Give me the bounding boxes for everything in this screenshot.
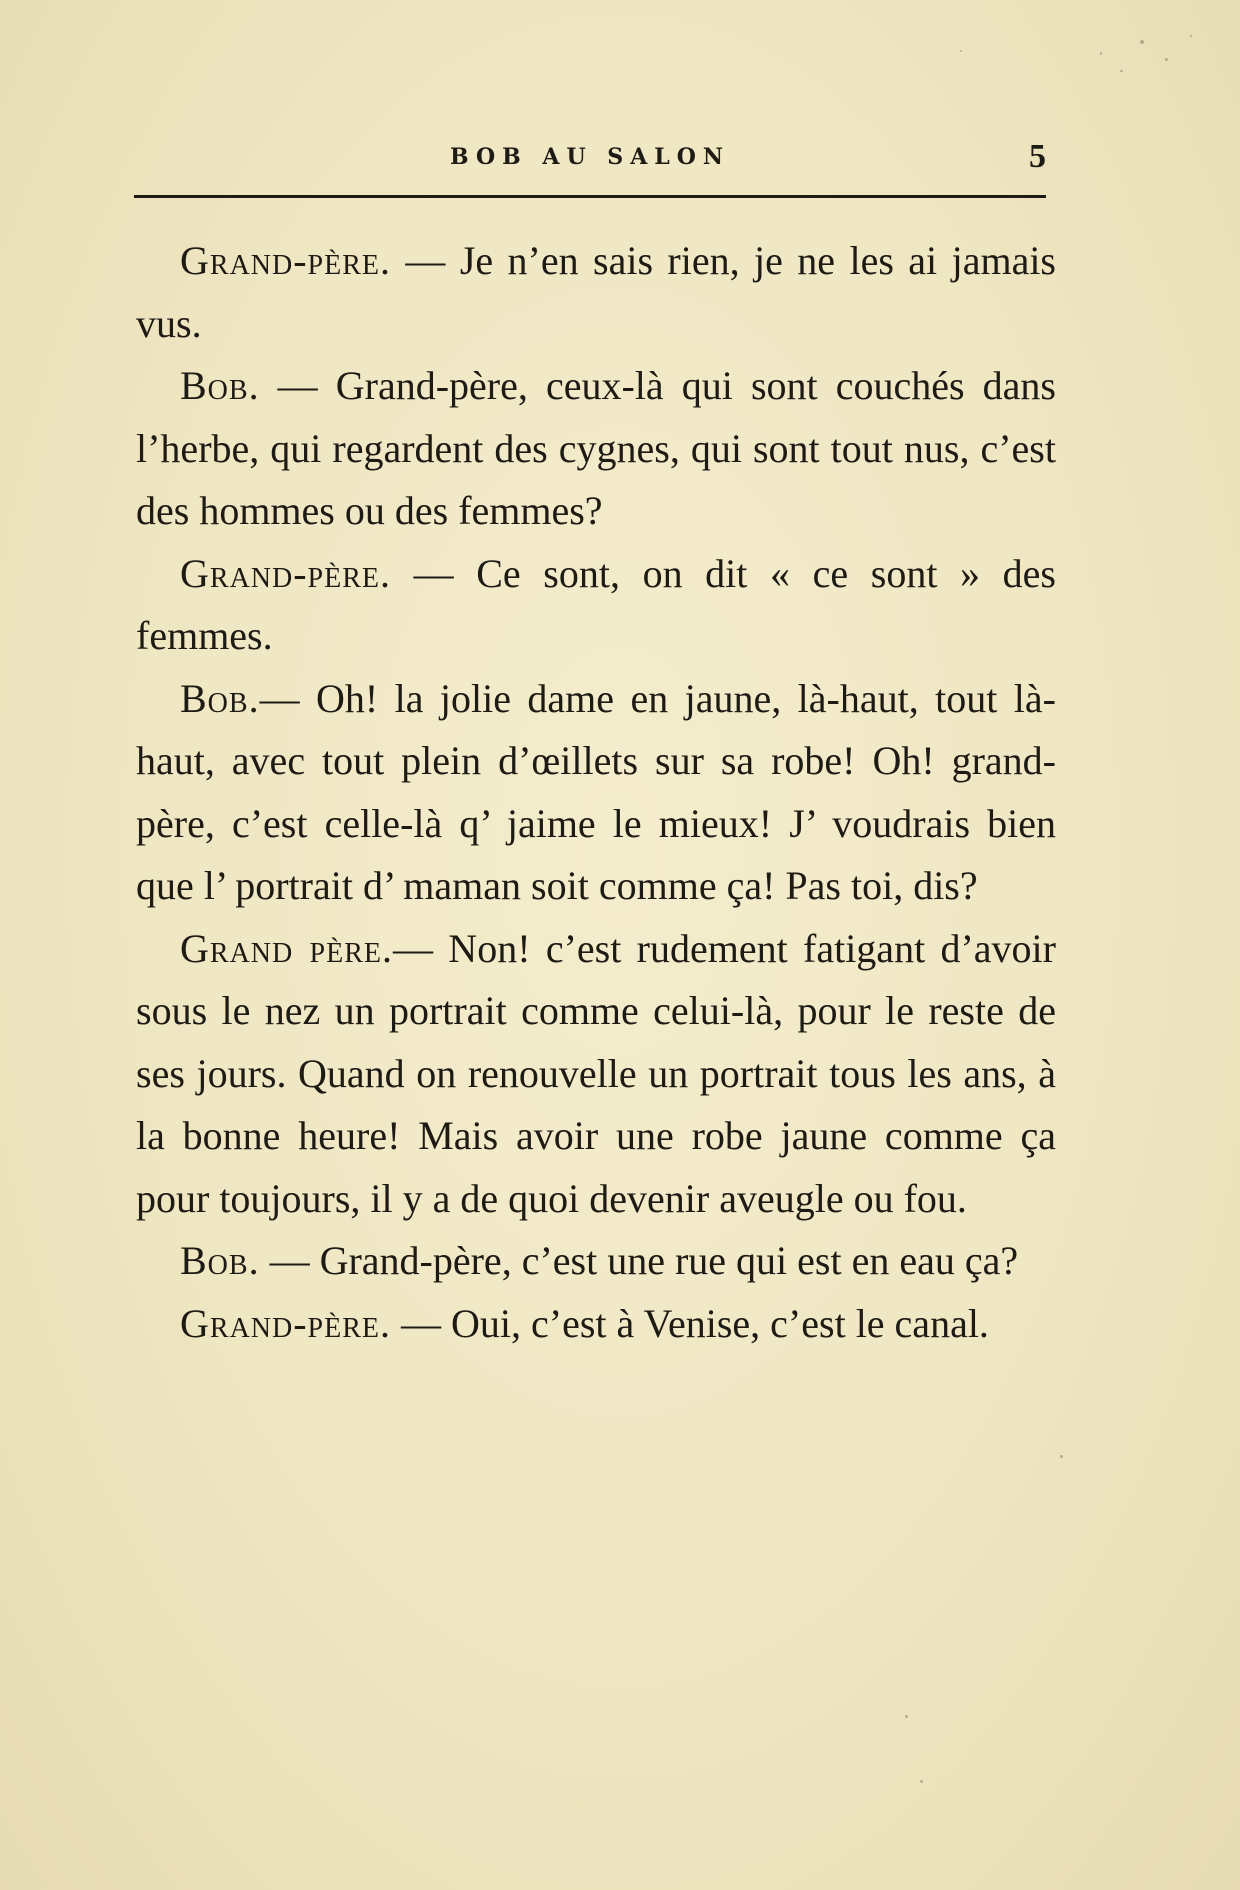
paper-speck xyxy=(1100,52,1102,55)
paper-speck xyxy=(960,50,962,52)
page-number: 5 xyxy=(1029,138,1046,175)
dialogue-paragraph xyxy=(136,355,1056,543)
dialogue-line: — Non! c’est rudement fatigant d’avoir sous le nez un portrait comme celui-là, pour le reste de ses jours. Quand on renouvelle un portrait tous les ans, à la bonne heure! Mais avoir une robe jaune comme ça pour toujours, il y a de quoi devenir aveugle ou fou. xyxy=(136,925,1056,1221)
paper-speck xyxy=(1165,58,1168,61)
paper-speck xyxy=(1060,1455,1063,1458)
dialogue-paragraph xyxy=(136,543,1056,668)
dialogue-text xyxy=(136,230,1056,1355)
dialogue-line: — Ce sont, on dit « ce sont » des femmes. xyxy=(136,550,1056,658)
header-rule xyxy=(134,195,1046,198)
speaker-name: Grand-père. xyxy=(180,1300,391,1346)
speaker-name: Grand-père. xyxy=(180,550,391,596)
paper-speck xyxy=(905,1715,908,1718)
dialogue-paragraph xyxy=(136,1293,1056,1356)
paper-speck xyxy=(1140,40,1144,44)
dialogue-line: — Grand-père, c’est une rue qui est en eau ça? xyxy=(259,1238,1019,1283)
dialogue-line: — Grand-père, ceux-là qui sont couchés dans l’herbe, qui regardent des cygnes, qui sont tout nus, c’est des hommes ou des femmes? xyxy=(136,363,1056,533)
paper-speck xyxy=(1190,35,1192,37)
dialogue-line: — Oui, c’est à Venise, c’est le canal. xyxy=(391,1300,989,1346)
speaker-name: Bob. xyxy=(180,675,260,721)
paper-speck xyxy=(1120,70,1123,72)
dialogue-line: — Je n’en sais rien, je ne les ai jamais vus. xyxy=(136,238,1056,346)
running-title: BOB AU SALON xyxy=(449,144,731,170)
dialogue-paragraph xyxy=(136,1230,1056,1293)
speaker-name: Grand-père. xyxy=(180,238,391,283)
running-header xyxy=(134,138,1046,178)
dialogue-paragraph xyxy=(136,918,1056,1231)
paper-speck xyxy=(920,1780,923,1783)
dialogue-line: — Oh! la jolie dame en jaune, là-haut, tout là-haut, avec tout plein d’œillets sur sa robe! Oh! grand-père, c’est celle-là q’ jaime le mieux! J’ voudrais bien que l’ portrait d’ maman soit comme ça! Pas toi, dis? xyxy=(136,675,1056,908)
speaker-name: Bob. xyxy=(180,363,260,408)
dialogue-paragraph xyxy=(136,230,1056,355)
dialogue-paragraph xyxy=(136,668,1056,918)
speaker-name: Bob. xyxy=(180,1238,260,1283)
speaker-name: Grand père. xyxy=(180,925,393,971)
